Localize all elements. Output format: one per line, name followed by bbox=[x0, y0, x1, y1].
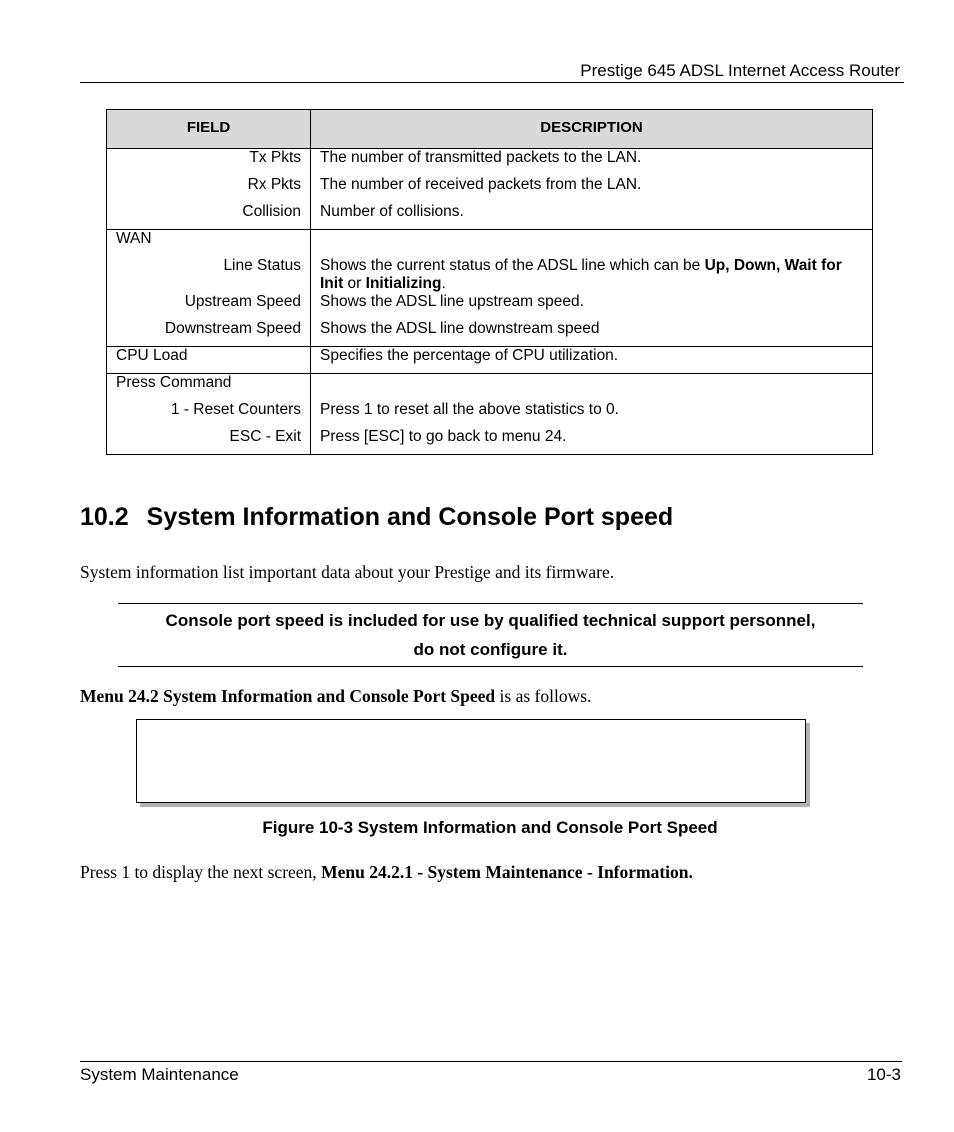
menu-intro-rest: is as follows. bbox=[495, 686, 592, 706]
table-row bbox=[107, 293, 873, 320]
description-cell: Press 1 to reset all the above statistics to 0. bbox=[311, 401, 873, 428]
line-status-desc-mid: or bbox=[343, 274, 366, 292]
note-line-2: do not configure it. bbox=[413, 640, 568, 659]
section-title: System Information and Console Port speed bbox=[146, 503, 674, 531]
field-cell: Line Status bbox=[107, 257, 311, 293]
description-cell: Number of collisions. bbox=[311, 203, 873, 230]
description-cell: Shows the ADSL line downstream speed bbox=[311, 320, 873, 347]
field-cell: Upstream Speed bbox=[107, 293, 311, 320]
description-cell: Specifies the percentage of CPU utilization. bbox=[311, 347, 873, 374]
page-number: 10-3 bbox=[866, 1065, 901, 1084]
description-cell: Press [ESC] to go back to menu 24. bbox=[311, 428, 873, 455]
menu-intro-paragraph bbox=[80, 686, 591, 707]
next-screen-paragraph bbox=[80, 862, 693, 883]
warning-note bbox=[118, 603, 863, 667]
line-status-desc-suffix: . bbox=[441, 274, 446, 292]
table-row bbox=[107, 428, 873, 455]
line-status-desc-prefix: Shows the current status of the ADSL line which can be bbox=[320, 256, 705, 274]
intro-paragraph: System information list important data about your Prestige and its firmware. bbox=[80, 562, 615, 582]
description-cell bbox=[311, 374, 873, 401]
table-header-description: DESCRIPTION bbox=[311, 110, 873, 149]
field-cell: ESC - Exit bbox=[107, 428, 311, 455]
description-cell bbox=[311, 230, 873, 257]
table-row bbox=[107, 401, 873, 428]
field-cell: Tx Pkts bbox=[107, 149, 311, 176]
press-line-menu: Menu 24.2.1 - System Maintenance - Information. bbox=[321, 862, 693, 882]
section-heading bbox=[80, 503, 673, 532]
group-label-wan: WAN bbox=[107, 230, 311, 257]
header-divider bbox=[80, 82, 904, 83]
description-cell: The number of transmitted packets to the LAN. bbox=[311, 149, 873, 176]
table-group-row bbox=[107, 230, 873, 257]
table-row bbox=[107, 347, 873, 374]
field-description-table bbox=[106, 109, 873, 455]
line-status-desc-bold1: Up, Down, Wait for Init bbox=[320, 256, 842, 292]
table-row bbox=[107, 203, 873, 230]
group-label-press-command: Press Command bbox=[107, 374, 311, 401]
section-number: 10.2 bbox=[80, 503, 129, 531]
field-cell: Downstream Speed bbox=[107, 320, 311, 347]
figure-caption: Figure 10-3 System Information and Console Port Speed bbox=[262, 818, 718, 837]
table-header-field: FIELD bbox=[107, 110, 311, 149]
menu-name: Menu 24.2 System Information and Console Port Speed bbox=[80, 686, 496, 706]
field-cell: CPU Load bbox=[107, 347, 311, 374]
footer-chapter: System Maintenance bbox=[80, 1065, 239, 1084]
description-cell: Shows the ADSL line upstream speed. bbox=[311, 293, 873, 320]
table-row bbox=[107, 176, 873, 203]
running-header-title: Prestige 645 ADSL Internet Access Router bbox=[580, 61, 900, 80]
description-cell: The number of received packets from the LAN. bbox=[311, 176, 873, 203]
footer-divider bbox=[80, 1061, 902, 1062]
table-row bbox=[107, 149, 873, 176]
table-group-row bbox=[107, 374, 873, 401]
description-cell bbox=[311, 257, 873, 293]
press-line-plain: Press 1 to display the next screen, bbox=[80, 862, 322, 882]
note-line-1: Console port speed is included for use by qualified technical support personnel, bbox=[165, 611, 816, 630]
table-header-row bbox=[107, 110, 873, 149]
table-row bbox=[107, 320, 873, 347]
field-cell: Collision bbox=[107, 203, 311, 230]
figure-screen-box bbox=[136, 719, 806, 803]
field-cell: Rx Pkts bbox=[107, 176, 311, 203]
line-status-desc-bold2: Initializing bbox=[365, 274, 442, 292]
field-cell: 1 - Reset Counters bbox=[107, 401, 311, 428]
table-row bbox=[107, 257, 873, 293]
